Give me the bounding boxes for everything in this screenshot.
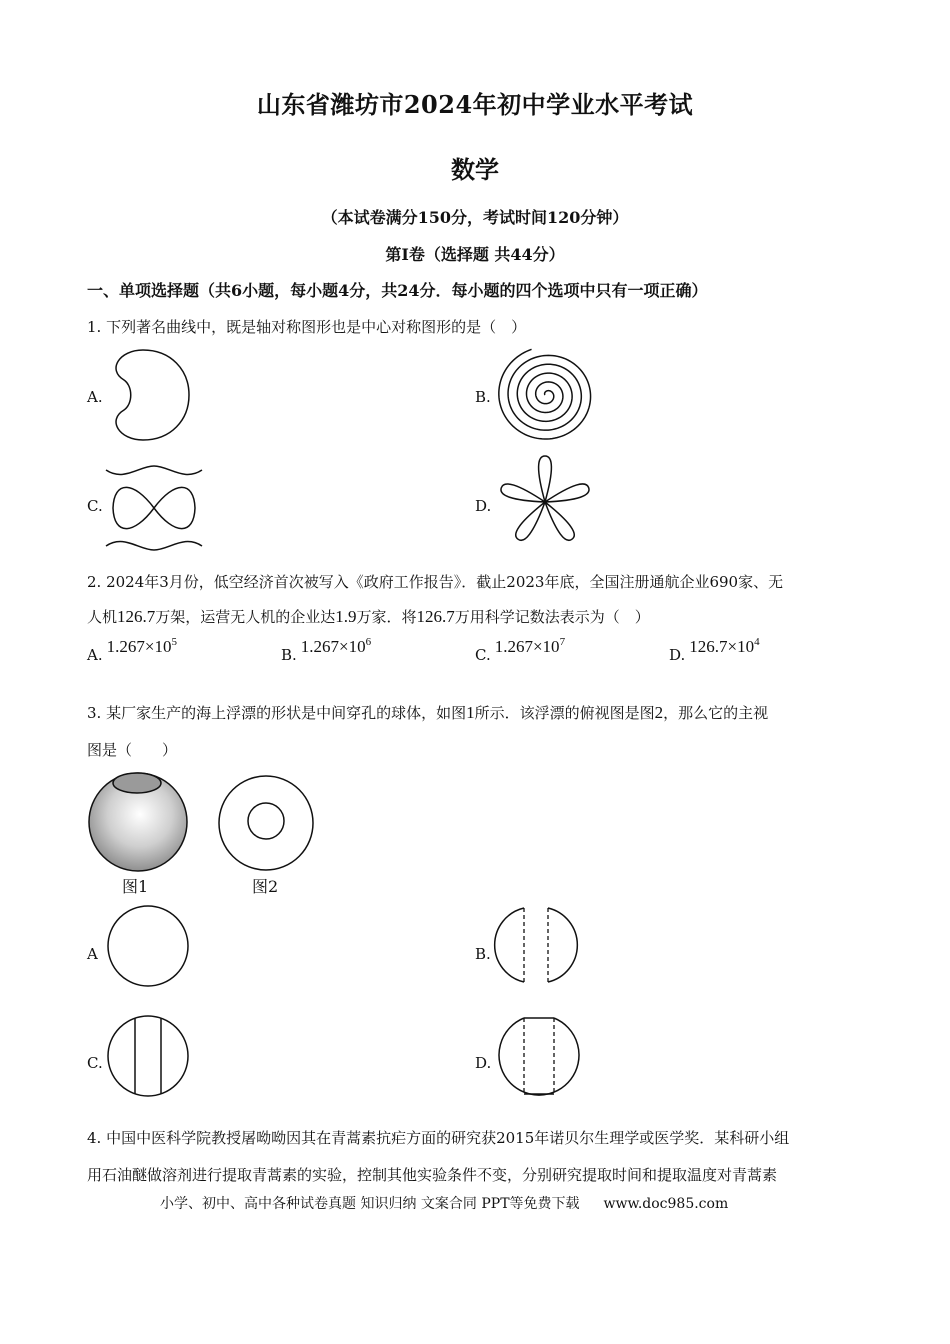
- figure-1-caption: 图1: [122, 877, 149, 896]
- q2-option-a[interactable]: A. $1.267\times 10^5$: [87, 636, 177, 664]
- split-circle-dashed-view: [500, 904, 582, 986]
- q1-option-d-label[interactable]: D.: [475, 497, 492, 515]
- rose-petal: [539, 456, 552, 502]
- q2-option-c[interactable]: C. $1.267\times 10^7$: [475, 636, 566, 664]
- footer-site-link[interactable]: www.doc985.com: [603, 1196, 729, 1212]
- q3-option-c-label[interactable]: C.: [87, 1054, 103, 1072]
- q3-option-d-label[interactable]: D.: [475, 1054, 492, 1072]
- footer-note: 小学、初中、高中各种试卷真题 知识归纳 文案合同 PPT等免费下载 www.doc985.com: [160, 1196, 729, 1212]
- float-sphere-figure: [85, 768, 191, 874]
- rose-petal: [545, 484, 589, 502]
- subject-title: 数学: [451, 155, 499, 184]
- circle-dashed-lines-view: [498, 1014, 580, 1098]
- q2-option-b[interactable]: B. $1.267\times 10^6$: [281, 636, 372, 664]
- q3-option-b-label[interactable]: B.: [475, 945, 491, 963]
- q3-stem-line2: 图是（ ）: [87, 741, 178, 759]
- spiral-figure: [495, 345, 599, 445]
- q2-stem-line2: 人机126.7万架，运营无人机的企业达1.9万家．将126.7万用科学记数法表示为（ ）: [87, 607, 650, 626]
- rose-petal: [545, 502, 574, 540]
- section-heading: 一、单项选择题（共6小题，每小题4分，共24分．每小题的四个选项中只有一项正确）: [87, 281, 708, 300]
- circle-solid-lines-view: [106, 1014, 190, 1098]
- page-title: 山东省潍坊市2024年初中学业水平考试: [256, 90, 694, 119]
- q3-option-a-label[interactable]: A: [87, 945, 98, 963]
- q4-stem-line1: 4. 中国中医科学院教授屠呦呦因其在青蒿素抗疟方面的研究获2015年诺贝尔生理学或医学奖．某科研小组: [87, 1129, 790, 1147]
- q1-option-a-label[interactable]: A.: [87, 388, 103, 406]
- part-heading: 第Ⅰ卷（选择题 共44分）: [385, 245, 565, 264]
- exam-note: （本试卷满分150分，考试时间120分钟）: [321, 208, 629, 227]
- rose-curve-figure: [495, 454, 595, 554]
- q1-stem: 1. 下列著名曲线中，既是轴对称图形也是中心对称图形的是（ ）: [87, 318, 527, 336]
- q4-stem-line2: 用石油醚做溶剂进行提取青蒿素的实验，控制其他实验条件不变，分别研究提取时间和提取温度对青蒿素: [87, 1166, 778, 1184]
- q2-option-d[interactable]: D. $126.7\times 10^4$: [669, 636, 760, 664]
- top-view-figure: [217, 774, 315, 872]
- rose-petal: [501, 484, 545, 502]
- lemniscate-curve-figure: [104, 466, 204, 550]
- rose-petal: [516, 502, 545, 540]
- plain-circle-view: [106, 904, 190, 988]
- cardioid-figure: [105, 348, 195, 442]
- figure-2-caption: 图2: [252, 877, 279, 896]
- q1-option-b-label[interactable]: B.: [475, 388, 491, 406]
- q3-stem-line1: 3. 某厂家生产的海上浮漂的形状是中间穿孔的球体，如图1所示．该浮漂的俯视图是图2，那么它的主视: [87, 703, 769, 722]
- q1-option-c-label[interactable]: C.: [87, 497, 103, 515]
- q2-stem-line1: 2. 2024年3月份，低空经济首次被写入《政府工作报告》．截止2023年底，全国注册通航企业690家、无: [87, 573, 784, 591]
